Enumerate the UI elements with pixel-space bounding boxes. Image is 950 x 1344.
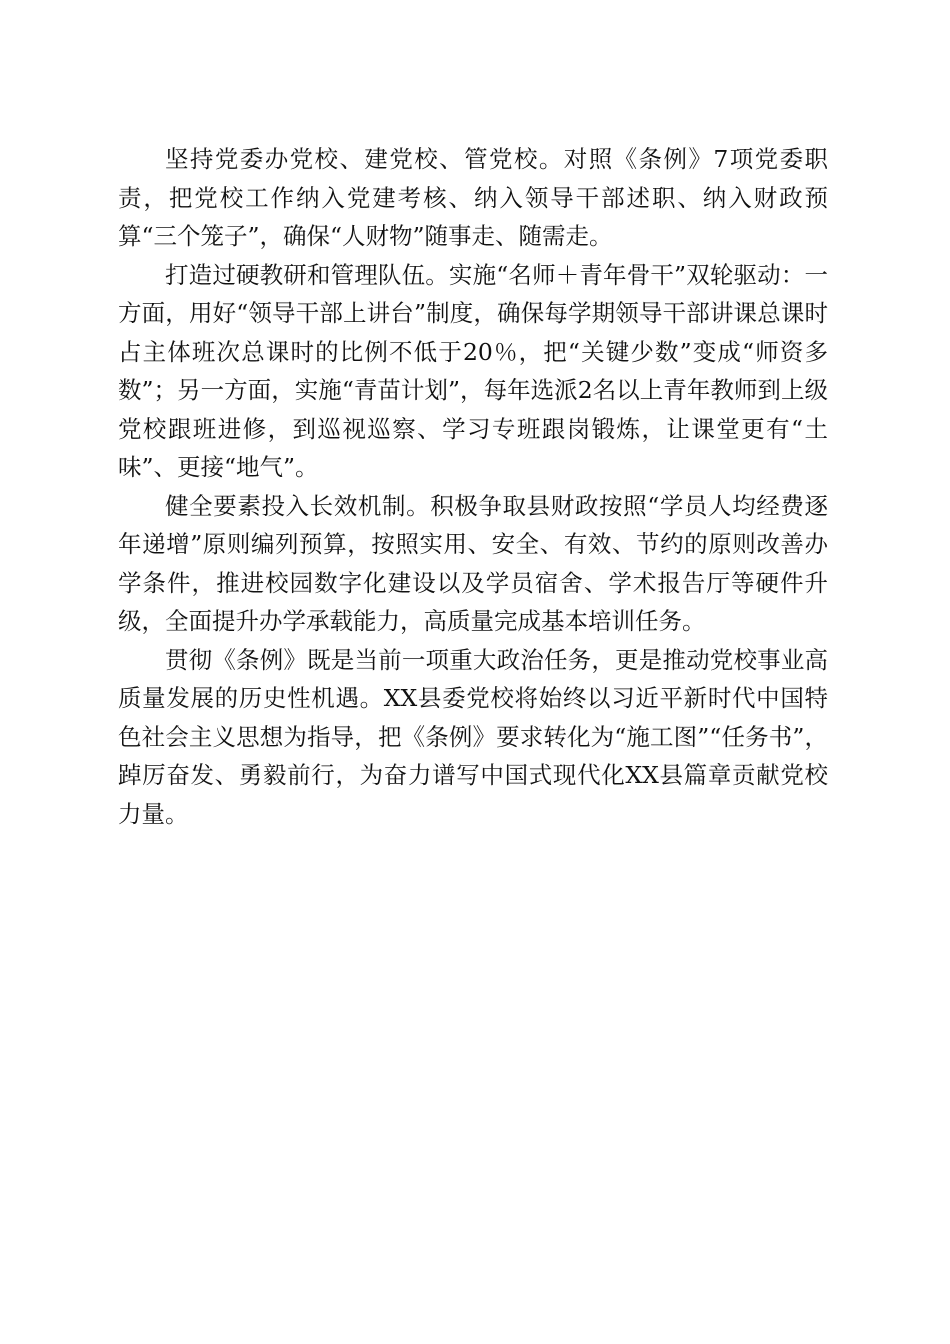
- paragraph-resource-investment: 健全要素投入长效机制。积极争取县财政按照“学员人均经费逐年递增”原则编列预算，按照实用、安全、有效、节约的原则改善办学条件，推进校园数字化建设以及学员宿舍、学术报告厅等硬件升级，全面提升办学承载能力，高质量完成基本培训任务。: [118, 491, 828, 635]
- paragraph-conclusion: 贯彻《条例》既是当前一项重大政治任务，更是推动党校事业高质量发展的历史性机遇。XX县委党校将始终以习近平新时代中国特色社会主义思想为指导，把《条例》要求转化为“施工图”“任务书”，踔厉奋发、勇毅前行，为奋力谱写中国式现代化XX县篇章贡献党校力量。: [118, 645, 828, 828]
- document-body: [118, 140, 828, 833]
- paragraph-teaching-team: 打造过硬教研和管理队伍。实施“名师＋青年骨干”双轮驱动：一方面，用好“领导干部上讲台”制度，确保每学期领导干部讲课总课时占主体班次总课时的比例不低于20％，把“关键少数”变成“师资多数”；另一方面，实施“青苗计划”，每年选派2名以上青年教师到上级党校跟班进修，到巡视巡察、学习专班跟岗锻炼，让课堂更有“土味”、更接“地气”。: [118, 260, 828, 481]
- paragraph-party-leadership: 坚持党委办党校、建党校、管党校。对照《条例》7项党委职责，把党校工作纳入党建考核、纳入领导干部述职、纳入财政预算“三个笼子”，确保“人财物”随事走、随需走。: [118, 145, 828, 250]
